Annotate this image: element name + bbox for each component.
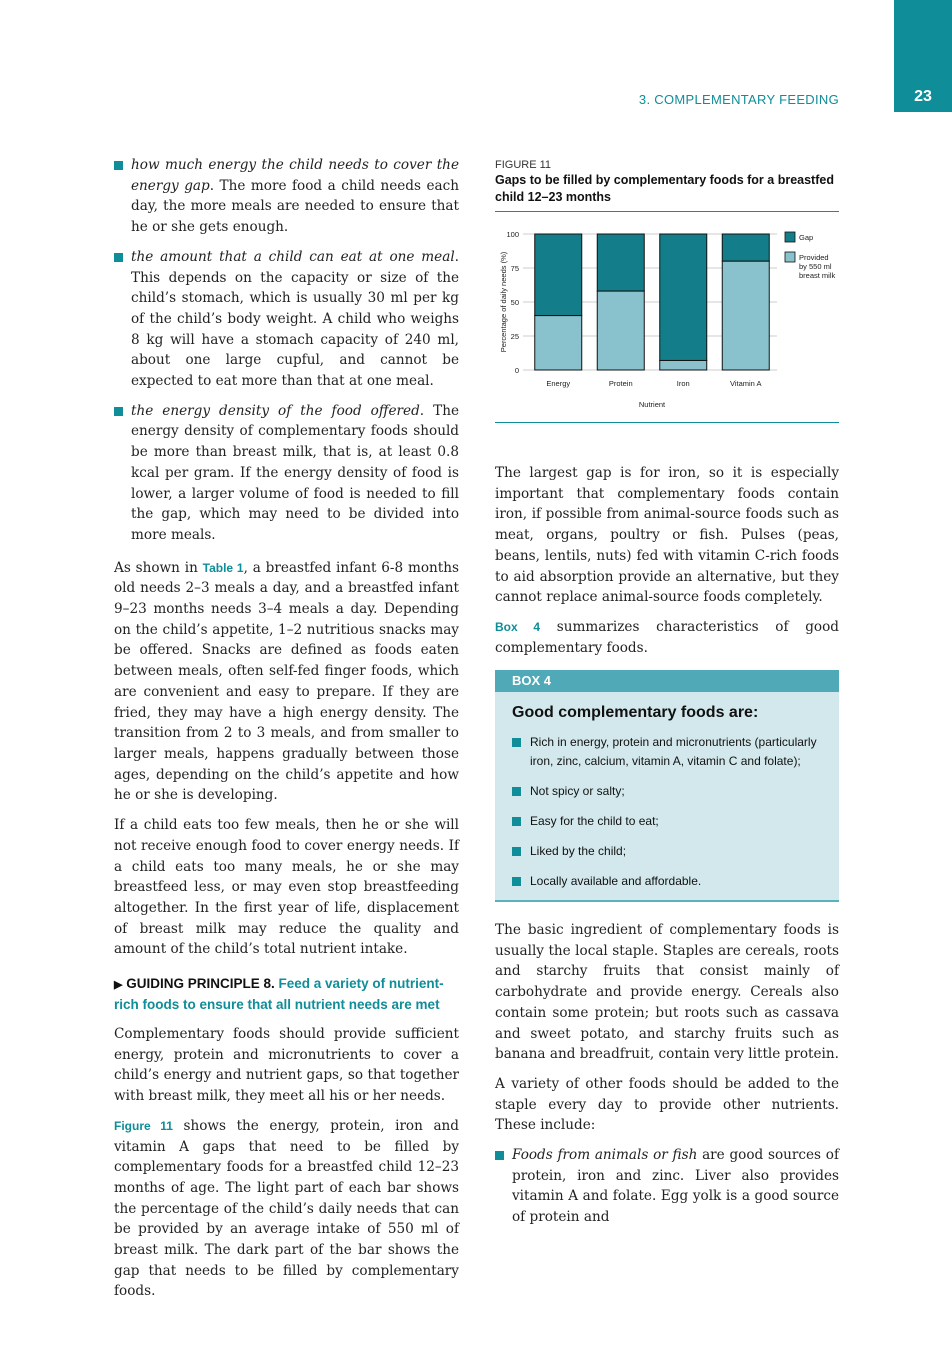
paragraph bbox=[495, 617, 839, 658]
bullet-text: . This depends on the capacity or size of the child’s stomach, which is usually 30 ml per kg of the child’s body weight. A child who weighs 8 kg will have a stomach capacity of 240 ml, about one large cupful, and cannot be expected to eat more than that at one meal. bbox=[131, 248, 459, 390]
x-axis-label: Nutrient bbox=[638, 400, 666, 409]
text-span: summarizes characteristics of good complementary foods. bbox=[495, 618, 839, 656]
chart-container bbox=[495, 212, 839, 422]
text-span: , a breastfed infant 6-8 months old needs 2–3 meals a day, and a breastfed infant 9–23 months needs 3–4 meals a day. Depending on the child’s appetite, 1–2 nutritious snacks may be offered. Snacks are defined as foods eaten between meals, often self-fed finger foods, which are convenient and easy to prepare. If they are fried, they may have a high energy density. The transition from 2 to 3 meals, and from smaller to larger meals, happens gradually between those ages, depending on the child’s appetite and how he or she is developing. bbox=[114, 559, 459, 804]
y-tick-label: 50 bbox=[510, 298, 519, 307]
bullet-lead: how much energy the child needs to cover the energy gap bbox=[131, 157, 459, 194]
paragraph: The largest gap is for iron, so it is especially important that complementary foods contain iron, if possible from animal-source foods such as meat, organs, poultry or fish. Pulses (peas, beans, lentils, nuts) fed with vitamin C-rich foods to aid absorption provide an alternative, but they cannot replace animal-source foods completely. bbox=[495, 465, 839, 606]
y-tick-label: 0 bbox=[514, 366, 519, 375]
paragraph: Complementary foods should provide sufficient energy, protein and micronutrients to cover a child’s energy and nutrient gaps, so that together with breast milk, they meet all his or her needs. bbox=[114, 1026, 459, 1105]
paragraph: The basic ingredient of complementary foods is usually the local staple. Staples are cereals, roots and starchy fruits that consist mainly of carbohydrate and provide energy. Cereals also contain some protein; but roots such as cassava and sweet potato, and starchy fruits such as banana and breadfruit, contain very little protein. bbox=[495, 922, 839, 1063]
list-item bbox=[114, 401, 459, 546]
bar-gap-vitamin-a bbox=[722, 234, 769, 261]
y-tick-label: 100 bbox=[506, 230, 519, 239]
legend-label-gap: Gap bbox=[799, 233, 814, 242]
bar-provided-protein bbox=[597, 291, 644, 370]
legend-label-provided: Provided bbox=[799, 253, 829, 262]
legend-label-provided-2: by 550 ml bbox=[799, 262, 832, 271]
box-title: Good complementary foods are: bbox=[512, 704, 759, 722]
running-header: 3. COMPLEMENTARY FEEDING bbox=[638, 92, 839, 107]
y-tick-label: 75 bbox=[510, 264, 519, 273]
list-item: Not spicy or salty; bbox=[512, 782, 825, 801]
paragraph: If a child eats too few meals, then he or she will not receive enough food to cover energy needs. If a child eats too many meals, he or she may breastfeed less, or may even stop breastfeeding altogether. In the first year of life, displacement of breast milk may reduce the quality and amount of the child’s total nutrient intake. bbox=[114, 817, 459, 958]
right-column bbox=[495, 158, 839, 1240]
bullet-text: . The energy density of complementary foods should be more than breast milk, that is, at least 0.8 kcal per gram. If the energy density of food is lower, a larger volume of food is needed to fill the gap, which may need to be divided into more meals. bbox=[131, 402, 459, 543]
bar-provided-vitamin-a bbox=[722, 261, 769, 370]
legend-swatch-provided bbox=[785, 252, 795, 262]
box-4 bbox=[495, 670, 839, 902]
list-item: Easy for the child to eat; bbox=[512, 812, 825, 831]
page-number: 23 bbox=[914, 88, 932, 105]
divider bbox=[495, 422, 839, 423]
bullet-lead: the amount that a child can eat at one meal bbox=[131, 248, 455, 265]
figure-11-link[interactable]: Figure 11 bbox=[114, 1118, 173, 1133]
bullet-lead: the energy density of the food offered bbox=[131, 402, 420, 419]
bar-gap-protein bbox=[597, 234, 644, 291]
bullet-text: are good sources of protein, iron and zinc. Liver also provides vitamin A and folate. Egg yolk is a good source of protein and bbox=[512, 1147, 839, 1226]
left-column bbox=[114, 155, 459, 1311]
box-4-link[interactable]: Box 4 bbox=[495, 619, 541, 634]
y-axis-label: Percentage of daily needs (%) bbox=[499, 251, 508, 353]
list-item: Locally available and affordable. bbox=[512, 872, 825, 891]
text-span: shows the energy, protein, iron and vitamin A gaps that need to be filled by complementary foods for a breastfed child 12–23 months of age. The light part of each bar shows the percentage of the child’s daily needs that can be provided by an average intake of 550 ml of breast milk. The dark part of the bar shows the gap that needs to be filled by complementary foods. bbox=[114, 1117, 460, 1300]
figure-title: Gaps to be filled by complementary foods for a breastfed child 12–23 months bbox=[495, 173, 834, 204]
bar-gap-energy bbox=[535, 234, 582, 316]
table-1-link[interactable]: Table 1 bbox=[202, 560, 244, 575]
bar-gap-iron bbox=[660, 234, 707, 360]
x-tick-label: Iron bbox=[676, 379, 690, 388]
guiding-principle-heading bbox=[114, 974, 459, 1014]
x-tick-label: Protein bbox=[608, 379, 633, 388]
x-tick-label: Energy bbox=[546, 379, 571, 388]
bar-provided-energy bbox=[535, 316, 582, 370]
principle-text: Feed a variety of nutrient-rich foods to ensure that all nutrient needs are met bbox=[114, 976, 444, 1013]
list-item: Liked by the child; bbox=[512, 842, 825, 861]
bullet-text: . The more food a child needs each day, the more meals are needed to ensure that he or she gets enough. bbox=[131, 177, 459, 236]
list-item bbox=[114, 155, 459, 238]
food-list bbox=[495, 1145, 839, 1228]
list-item bbox=[495, 1145, 839, 1228]
factor-list bbox=[114, 155, 459, 546]
list-item: Rich in energy, protein and micronutrients (particularly iron, zinc, calcium, vitamin A, vitamin C and folate); bbox=[512, 733, 825, 771]
y-tick-label: 25 bbox=[510, 332, 519, 341]
list-item bbox=[114, 247, 459, 392]
figure-label: FIGURE 11 bbox=[495, 159, 552, 171]
x-tick-label: Vitamin A bbox=[729, 379, 762, 388]
paragraph bbox=[114, 558, 459, 806]
page-number-tab bbox=[894, 0, 952, 112]
bullet-lead: Foods from animals or fish bbox=[512, 1147, 698, 1164]
box-list bbox=[495, 733, 839, 891]
bar-provided-iron bbox=[660, 360, 707, 370]
box-label: BOX 4 bbox=[495, 670, 839, 692]
principle-label: GUIDING PRINCIPLE 8. bbox=[126, 976, 275, 992]
triangle-right-icon: ▶ bbox=[114, 979, 123, 992]
paragraph bbox=[114, 1116, 459, 1302]
paragraph: A variety of other foods should be added to the staple every day to provide other nutrients. These include: bbox=[495, 1075, 839, 1134]
stacked-bar-chart bbox=[495, 212, 839, 422]
text-span: As shown in bbox=[114, 559, 203, 576]
legend-swatch-gap bbox=[785, 232, 795, 242]
legend-label-provided-3: breast milk bbox=[799, 271, 836, 280]
